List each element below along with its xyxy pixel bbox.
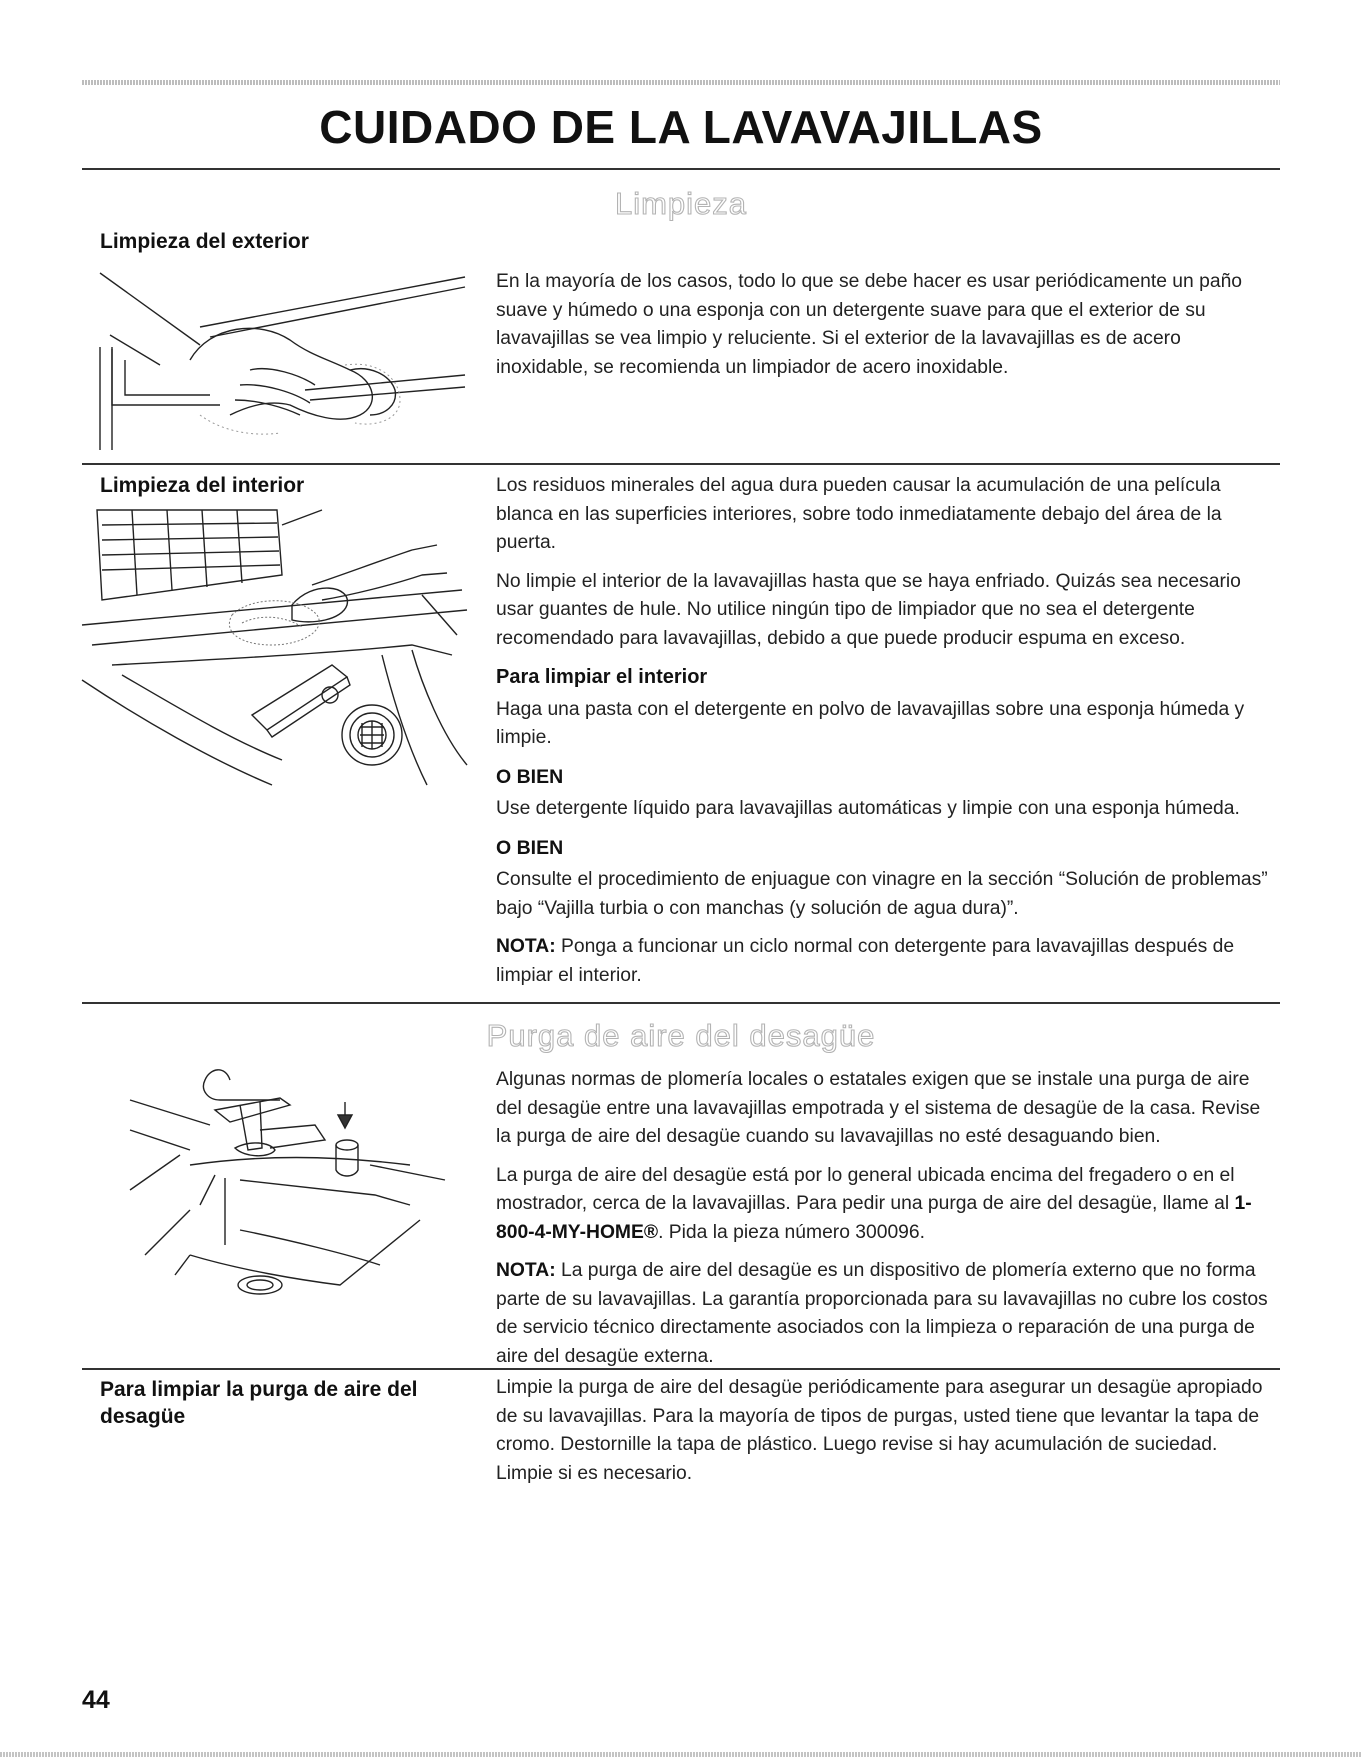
purga-paragraph-2-end: . Pida la pieza número 300096. [658, 1221, 925, 1243]
or-label-1: O BIEN [496, 765, 564, 788]
top-dotted-rule [82, 80, 1280, 85]
purga-paragraph-2 [496, 1162, 1278, 1248]
interior-paragraph-2: No limpie el interior de la lavavajillas hasta que se haya enfriado. Quizás sea necesario usar guantes de hule. No utilice ningún tipo de limpiador que no sea el detergente recomendado para lavavajillas, debido a que puede producir espuma en exceso. [496, 570, 1241, 649]
exterior-text: En la mayoría de los casos, todo lo que se debe hacer es usar periódicamente un paño suave y húmedo o una esponja con un detergente suave para que el exterior de su lavavajillas se vea limpio y reluciente. Si el exterior de la lavavajillas es de acero inoxidable, se recomienda un limpiador de acero inoxidable. [496, 271, 1243, 378]
phone-number: 1-800-4-MY-HOME® [496, 1193, 1252, 1243]
exterior-divider [82, 463, 1280, 465]
or-label-2: O BIEN [496, 836, 564, 859]
interior-content [496, 472, 1278, 1000]
purga-paragraph-2-start: La purga de aire del desagüe está por lo general ubicada encima del fregadero o en el mostrador, cerca de la lavavajillas. Para pedir una purga de aire del desagüe, llame al [496, 1164, 1235, 1214]
interior-title: Limpieza del interior [100, 474, 305, 497]
clean-air-gap-title: Para limpiar la purga de aire del desagüe [100, 1378, 418, 1428]
interior-paragraph-1: Los residuos minerales del agua dura pueden causar la acumulación de una película blanca en las superficies interiores, sobre todo inmediatamente debajo del área de la puerta. [496, 475, 1222, 553]
exterior-title: Limpieza del exterior [100, 230, 309, 253]
purga-paragraph-1: Algunas normas de plomería locales o estatales exigen que se instale una purga de aire del desagüe entre una lavavajillas empotrada y el sistema de desagüe de la casa. Revise la purga de aire del desagüe cuando su lavavajillas no esté desaguando bien. [496, 1069, 1261, 1147]
clean-air-gap-text: Limpie la purga de aire del desagüe periódicamente para asegurar un desagüe apropiado de su lavavajillas. Para la mayoría de tipos de purgas, usted tiene que levantar la tapa de cromo. Destornille la tapa de plástico. Luego revise si hay acumulación de suciedad. Limpie si es necesario. [496, 1377, 1263, 1484]
page-title: CUIDADO DE LA LAVAVAJILLAS [319, 101, 1043, 153]
interior-paragraph-5: Consulte el procedimiento de enjuague con vinagre en la sección “Solución de problemas” bajo “Vajilla turbia o con manchas (y solución de agua dura)”. [496, 869, 1268, 919]
interior-paragraph-4: Use detergente líquido para lavavajillas automáticas y limpie con una esponja húmeda. [496, 798, 1240, 819]
air-gap-illustration [130, 1070, 460, 1315]
interior-note-label: NOTA: [496, 936, 556, 957]
purga-content [496, 1066, 1278, 1381]
limpieza-section-divider [82, 1002, 1280, 1004]
interior-paragraph-3: Haga una pasta con el detergente en polvo de lavavajillas sobre una esponja húmeda y limpie. [496, 698, 1245, 748]
title-divider [82, 168, 1280, 170]
purga-note-label: NOTA: [496, 1260, 556, 1281]
purga-note [496, 1257, 1278, 1371]
purga-divider [82, 1368, 1280, 1370]
interior-subheading: Para limpiar el interior [496, 666, 708, 688]
interior-cleaning-illustration [82, 505, 472, 795]
page-number: 44 [82, 1686, 110, 1714]
purga-note-text: La purga de aire del desagüe es un dispositivo de plomería externo que no forma parte de su lavavajillas. La garantía proporcionada para su lavavajillas no cubre los costos de servicio técnico directamente asociados con la limpieza o reparación de una purga de aire del desagüe externa. [496, 1260, 1268, 1367]
bottom-dotted-rule [0, 1752, 1361, 1757]
exterior-cleaning-illustration [100, 265, 470, 450]
interior-note-text: Ponga a funcionar un ciclo normal con detergente para lavavajillas después de limpiar el interior. [496, 936, 1235, 986]
section-heading-limpieza: Limpieza [614, 186, 748, 221]
interior-note [496, 933, 1278, 990]
section-heading-purga: Purga de aire del desagüe [486, 1018, 876, 1053]
